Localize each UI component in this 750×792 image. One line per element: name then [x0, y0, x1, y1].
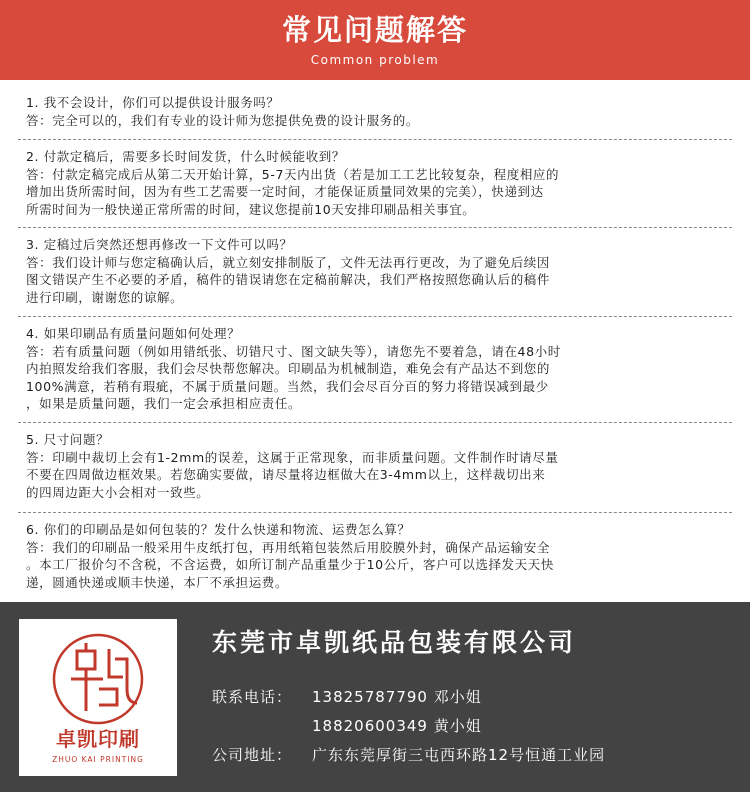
company-footer: [0, 602, 750, 792]
faq-answer-line: 所需时间为一般快递正常所需的时间，建议您提前10天安排印刷品相关事宜。: [26, 201, 476, 217]
faq-item: [0, 236, 750, 306]
faq-divider: [18, 512, 732, 513]
faq-answer-line: 答：我们设计师与您定稿确认后，就立刻安排制版了，文件无法再行更改，为了避免后续因: [26, 254, 551, 270]
faq-item: [0, 521, 750, 591]
logo-name-en: ZHUO KAI PRINTING: [52, 755, 144, 764]
faq-answer-line: 的四周边距大小会相对一致些。: [26, 484, 210, 500]
faq-divider: [18, 227, 732, 228]
company-logo: [19, 619, 177, 776]
logo-name-cn: 卓凯印刷: [56, 727, 140, 751]
faq-answer-line: 进行印刷，谢谢您的谅解。: [26, 289, 184, 305]
address-row: [212, 745, 605, 765]
faq-item: [0, 431, 750, 501]
faq-question: 2. 付款定稿后，需要多长时间发货，什么时候能收到？: [26, 149, 346, 164]
faq-answer-line: 增加出货所需时间，因为有些工艺需要一定时间，才能保证质量同效果的完美），快递到达: [26, 184, 544, 199]
faq-answer-line: 内拍照发给我们客服，我们会尽快帮您解决。印刷品为机械制造，难免会有产品达不到您的: [26, 361, 551, 376]
faq-answer-line: 答：完全可以的，我们有专业的设计师为您提供免费的设计服务的。: [26, 112, 420, 128]
company-name: 东莞市卓凯纸品包装有限公司: [212, 628, 577, 657]
company-address: 广东东莞厚街三屯西环路12号恒通工业园: [312, 746, 606, 764]
phone-row-1: [212, 687, 482, 707]
phone-number-1: 13825787790 邓小姐: [312, 688, 482, 706]
faq-item: [0, 325, 750, 413]
faq-question: 3. 定稿过后突然还想再修改一下文件可以吗？: [26, 237, 293, 252]
faq-question: 6. 你们的印刷品是如何包装的？发什么快递和物流、运费怎么算？: [26, 522, 411, 537]
faq-divider: [18, 422, 732, 423]
logo-seal-icon: [19, 619, 177, 776]
page-title: 常见问题解答: [281, 13, 468, 47]
faq-question: 4. 如果印刷品有质量问题如何处理？: [26, 326, 241, 341]
faq-answer-line: 不要在四周做边框效果。若您确实要做，请尽量将边框做大在3-4mm以上，这样裁切出来: [26, 467, 546, 482]
faq-answer-line: 100%满意，若稍有瑕疵，不属于质量问题。当然，我们会尽百分百的努力将错误减到最少: [26, 378, 549, 394]
faq-question: 5. 尺寸问题？: [26, 432, 110, 447]
faq-divider: [18, 139, 732, 140]
faq-divider: [18, 316, 732, 317]
page-subtitle: Common problem: [310, 53, 440, 67]
faq-item: [0, 148, 750, 218]
faq-item: [0, 94, 750, 129]
faq-answer-line: 答：印刷中裁切上会有1-2mm的误差，这属于正常现象，而非质量问题。文件制作时请尽量: [26, 449, 559, 465]
faq-answer-line: 。本工厂报价匀不含税，不含运费，如所订制产品重量少于10公斤，客户可以选择发天天快: [26, 557, 555, 572]
faq-answer-line: 答：若有质量问题（例如用错纸张、切错尺寸、图文缺失等），请您先不要着急，请在48小时: [26, 343, 561, 359]
address-label: 公司地址：: [212, 746, 293, 764]
faq-question: 1. 我不会设计，你们可以提供设计服务吗？: [26, 95, 280, 110]
faq-answer-line: 答：我们的印刷品一般采用牛皮纸打包，再用纸箱包装然后用胶膜外封，确保产品运输安全: [26, 539, 551, 555]
page-header: [0, 0, 750, 80]
faq-answer-line: 答：付款定稿完成后从第二天开始计算，5-7天内出货（若是加工工艺比较复杂，程度相应的: [26, 166, 560, 182]
faq-answer-line: 递，圆通快递或顺丰快递，本厂不承担运费。: [26, 574, 289, 590]
phone-label: 联系电话：: [212, 688, 293, 706]
phone-number-2: 18820600349 黄小姐: [312, 717, 482, 735]
phone-row-2: [312, 716, 482, 736]
faq-answer-line: ，如果是质量问题，我们一定会承担相应责任。: [26, 396, 302, 411]
faq-answer-line: 图文错误产生不必要的矛盾，稿件的错误请您在定稿前解决，我们严格按照您确认后的稿件: [26, 272, 551, 287]
